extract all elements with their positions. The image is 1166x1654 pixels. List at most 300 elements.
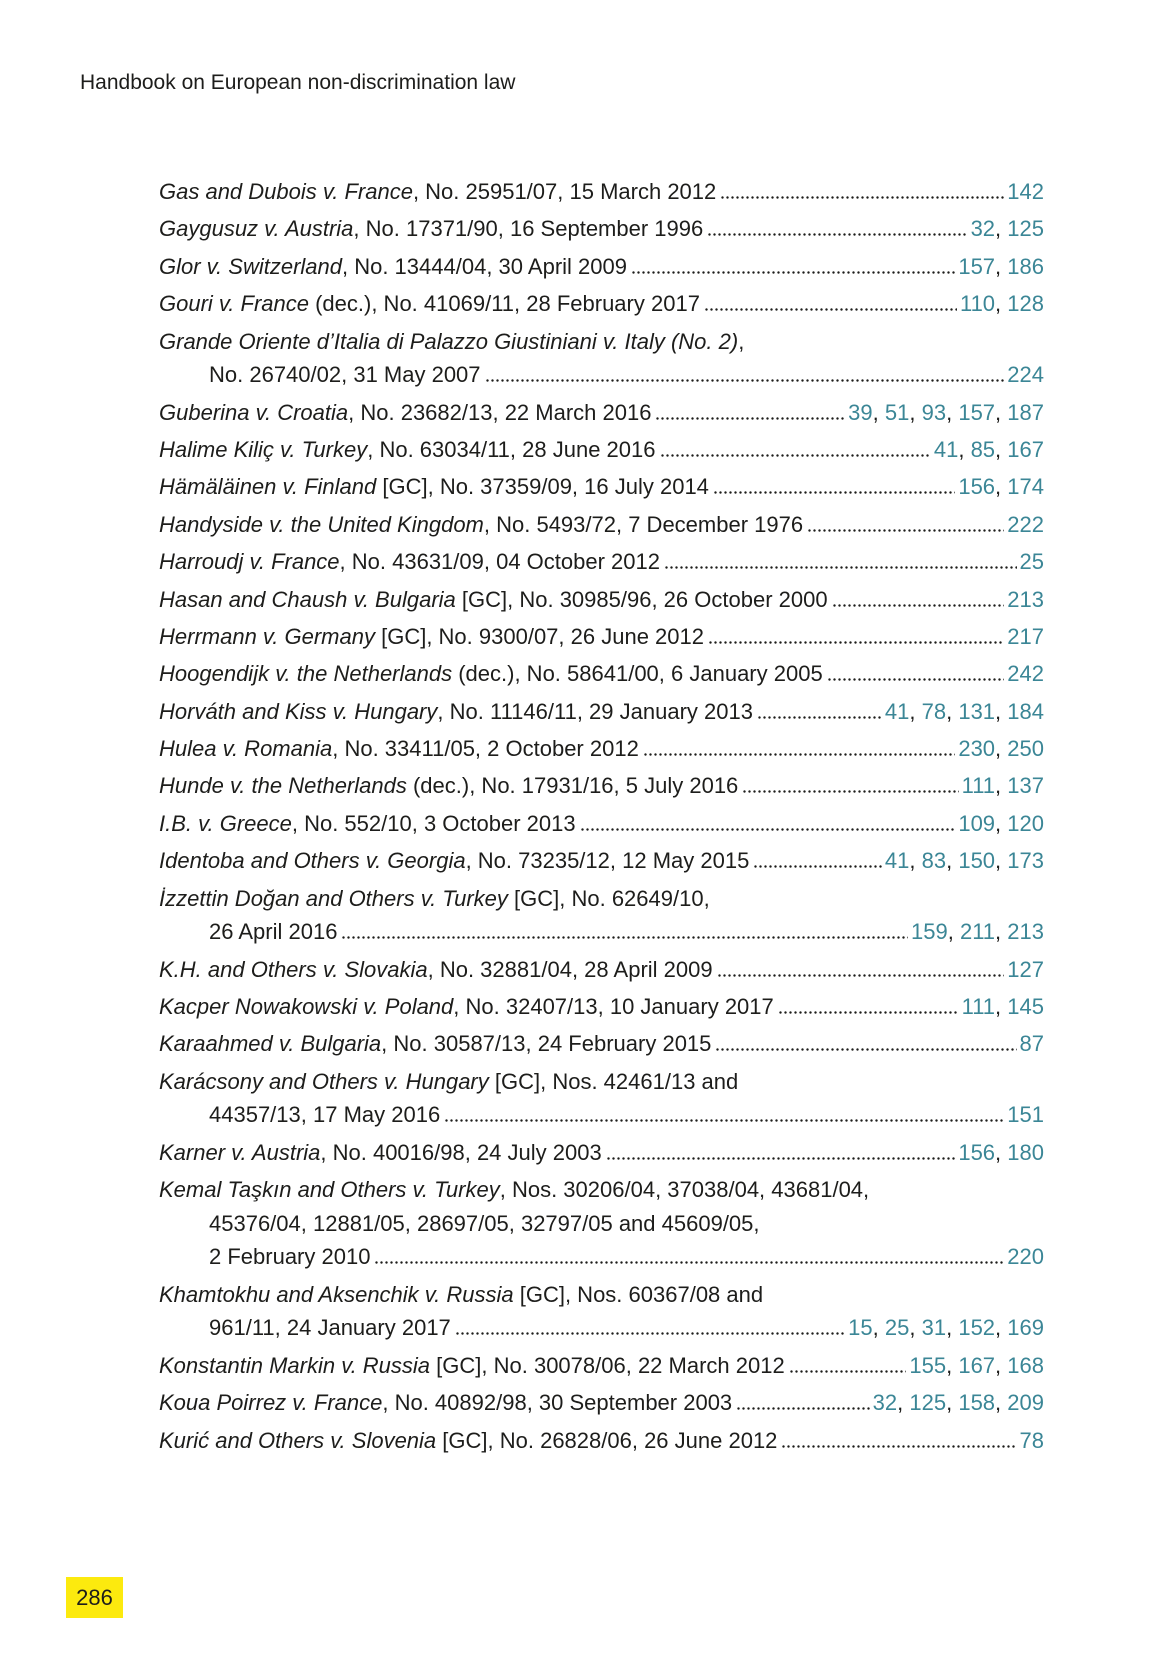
page-link[interactable]: 32 [970, 216, 996, 242]
entry-text [159, 1349, 785, 1383]
page-separator: , [909, 399, 922, 425]
page-references [1007, 620, 1044, 654]
page-link[interactable]: 152 [958, 1315, 996, 1341]
page-references [1020, 1424, 1044, 1458]
page-link[interactable]: 128 [1007, 291, 1044, 317]
case-name: I.B. v. Greece [159, 810, 292, 836]
entry-text [159, 396, 651, 430]
case-name: Kacper Nowakowski v. Poland [159, 994, 454, 1019]
dot-leader [708, 233, 967, 236]
page-link[interactable]: 85 [970, 436, 996, 462]
case-details-continued: 2 February 2010 [209, 1244, 371, 1270]
case-entry [159, 545, 1044, 579]
case-entry [159, 732, 1044, 766]
case-entry [159, 212, 1044, 246]
case-details: , No. 11146/11, 29 January 2013 [437, 698, 753, 724]
page-references [1007, 657, 1044, 691]
case-name: Halime Kiliç v. Turkey [159, 436, 368, 462]
page-link[interactable]: 157 [958, 253, 996, 279]
dot-leader [737, 1407, 869, 1410]
page-link[interactable]: 15 [848, 1315, 873, 1341]
entry-continuation-line [159, 1098, 1044, 1132]
page-link[interactable]: 25 [1019, 549, 1044, 575]
entry-line [159, 433, 1044, 467]
entry-text [209, 1098, 440, 1132]
case-name: K.H. and Others v. Slovakia [159, 956, 428, 982]
entry-text [159, 732, 639, 766]
dot-leader [445, 1119, 1004, 1122]
case-entry [159, 287, 1044, 321]
page-link[interactable]: 41 [933, 436, 959, 462]
entry-line [159, 508, 1044, 542]
entry-line [159, 1173, 1044, 1207]
entry-line [159, 583, 1044, 617]
case-details: [GC], Nos. 42461/13 and [488, 1068, 739, 1094]
dot-leader [808, 529, 1004, 532]
case-entry [159, 807, 1044, 841]
page-link[interactable]: 110 [959, 291, 996, 317]
entry-text [159, 1027, 711, 1061]
entry-continuation-line [159, 915, 1044, 949]
entry-text [159, 1173, 869, 1207]
page-link[interactable]: 120 [1007, 810, 1044, 836]
dot-leader [632, 271, 955, 274]
case-entry [159, 695, 1044, 729]
dot-leader [705, 308, 957, 311]
page-link[interactable]: 169 [1007, 1315, 1044, 1341]
case-name: Horváth and Kiss v. Hungary [159, 698, 438, 724]
case-entry [159, 844, 1044, 878]
case-details: [GC], Nos. 60367/08 and [513, 1281, 764, 1307]
page-link[interactable]: 150 [958, 848, 996, 874]
case-details: , No. 40892/98, 30 September 2003 [382, 1390, 733, 1416]
case-details: , No. 17371/90, 16 September 1996 [353, 216, 704, 242]
dot-leader [644, 753, 956, 756]
case-entry [159, 250, 1044, 284]
entry-text [159, 657, 823, 691]
page-link[interactable]: 242 [1007, 661, 1044, 687]
entry-text [159, 953, 713, 987]
case-name: Hulea v. Romania [159, 736, 333, 762]
page-link[interactable]: 159 [911, 919, 948, 945]
entry-line [159, 769, 1044, 803]
page-references [848, 396, 1044, 430]
entry-text [159, 508, 803, 542]
page-link[interactable]: 41 [884, 698, 910, 724]
page-link[interactable]: 209 [1007, 1390, 1044, 1416]
page-separator: , [995, 810, 1008, 836]
entry-text [159, 1136, 602, 1170]
case-entry [159, 1424, 1044, 1458]
page-link[interactable]: 184 [1007, 698, 1044, 724]
dot-leader [721, 196, 1004, 199]
case-details: , No. 25951/07, 15 March 2012 [412, 179, 717, 204]
page-link[interactable]: 167 [1007, 436, 1044, 462]
page-link[interactable]: 78 [921, 698, 947, 724]
page-separator: , [995, 773, 1008, 799]
page-link[interactable]: 142 [1007, 179, 1044, 204]
entry-text [159, 844, 749, 878]
case-details: , [738, 328, 745, 354]
page-link[interactable]: 111 [961, 994, 996, 1019]
case-name: Harroudj v. France [159, 549, 340, 575]
entry-continuation-line [159, 1311, 1044, 1345]
page-link[interactable]: 186 [1007, 253, 1044, 279]
page-separator: , [946, 1352, 959, 1378]
entry-text [159, 250, 627, 284]
case-details: , No. 32407/13, 10 January 2017 [453, 994, 774, 1019]
page-separator: , [995, 994, 1008, 1019]
case-name: Karácsony and Others v. Hungary [159, 1068, 489, 1094]
page-separator: , [946, 1390, 959, 1416]
page-link[interactable]: 173 [1007, 848, 1044, 874]
case-entry [159, 953, 1044, 987]
case-details: , No. 13444/04, 30 April 2009 [341, 253, 627, 279]
case-name: Identoba and Others v. Georgia [159, 848, 466, 874]
page-separator: , [995, 1315, 1008, 1341]
case-name: Hämäläinen v. Finland [159, 474, 377, 500]
page-link[interactable]: 157 [958, 399, 996, 425]
page-link[interactable]: 131 [958, 698, 996, 724]
page-references [962, 769, 1044, 803]
page-link[interactable]: 32 [872, 1390, 898, 1416]
dot-leader [714, 491, 955, 494]
page-references [958, 1136, 1044, 1170]
page-link[interactable]: 78 [1019, 1427, 1044, 1453]
entry-text [159, 695, 753, 729]
page-separator: , [995, 736, 1008, 762]
page-references [885, 695, 1044, 729]
case-details: , No. 63034/11, 28 June 2016 [367, 436, 656, 462]
entry-line [159, 1136, 1044, 1170]
page-link[interactable]: 39 [848, 399, 873, 425]
case-details: , No. 33411/05, 2 October 2012 [332, 736, 639, 762]
entry-text [159, 1278, 763, 1312]
case-details: [GC], No. 30078/06, 22 March 2012 [430, 1352, 785, 1378]
page-separator: , [946, 1315, 959, 1341]
page-references [909, 1349, 1044, 1383]
page-link[interactable]: 109 [958, 810, 996, 836]
page-separator: , [995, 848, 1008, 874]
case-details: , No. 23682/13, 22 March 2016 [348, 399, 652, 425]
case-details: [GC], No. 62649/10, [507, 885, 710, 911]
page-link[interactable]: 125 [909, 1390, 947, 1416]
entry-continuation-line [159, 1207, 1044, 1241]
dot-leader [779, 1011, 959, 1014]
entry-line [159, 250, 1044, 284]
page-references [1007, 953, 1044, 987]
case-entry [159, 620, 1044, 654]
page-separator: , [995, 253, 1008, 279]
page-separator: , [995, 1390, 1008, 1416]
entry-text [159, 807, 576, 841]
page-link[interactable]: 213 [1007, 919, 1044, 945]
case-details: [GC], No. 26828/06, 26 June 2012 [436, 1427, 778, 1453]
entry-line [159, 470, 1044, 504]
entry-continuation-line [159, 358, 1044, 392]
case-entry [159, 882, 1044, 949]
case-name: Gouri v. France [159, 291, 309, 317]
entry-text [159, 287, 700, 321]
dot-leader [342, 936, 908, 939]
page-link[interactable]: 156 [958, 1139, 996, 1165]
dot-leader [718, 974, 1005, 977]
page-link[interactable]: 158 [958, 1390, 996, 1416]
case-details: , No. 32881/04, 28 April 2009 [427, 956, 713, 982]
page-link[interactable]: 41 [884, 848, 910, 874]
case-details-continued: No. 26740/02, 31 May 2007 [209, 362, 481, 388]
page-link[interactable]: 127 [1007, 956, 1044, 982]
case-details: , No. 552/10, 3 October 2013 [291, 810, 576, 836]
running-header-title: Handbook on European non-discrimination law [80, 71, 516, 94]
dot-leader [607, 1157, 956, 1160]
page-separator: , [995, 216, 1008, 242]
case-name: Kurić and Others v. Slovenia [159, 1427, 437, 1453]
page-link[interactable]: 31 [921, 1315, 947, 1341]
case-name: Hasan and Chaush v. Bulgaria [159, 586, 456, 612]
page-references [960, 287, 1044, 321]
dot-leader [790, 1370, 907, 1373]
page-link[interactable]: 87 [1019, 1031, 1044, 1057]
entry-line [159, 175, 1044, 209]
case-details: (dec.), No. 41069/11, 28 February 2017 [308, 291, 700, 317]
entry-line [159, 1065, 1044, 1099]
case-name: Konstantin Markin v. Russia [159, 1352, 431, 1378]
page-separator: , [897, 1390, 910, 1416]
page-references [934, 433, 1044, 467]
page-references [911, 915, 1044, 949]
page-link[interactable]: 222 [1007, 511, 1044, 537]
page-link[interactable]: 137 [1007, 773, 1044, 799]
case-entry [159, 769, 1044, 803]
case-name: Koua Poirrez v. France [159, 1390, 383, 1416]
case-name: Khamtokhu and Aksenchik v. Russia [159, 1281, 514, 1307]
page-link[interactable]: 151 [1007, 1102, 1044, 1128]
case-entry [159, 1349, 1044, 1383]
page-separator: , [995, 698, 1008, 724]
entry-text [159, 1386, 732, 1420]
page-references [962, 990, 1044, 1024]
entry-line [159, 1386, 1044, 1420]
page-link[interactable]: 211 [959, 919, 996, 945]
page-link[interactable]: 168 [1007, 1352, 1044, 1378]
entry-text [159, 470, 709, 504]
page-references [1007, 508, 1044, 542]
case-entry [159, 175, 1044, 209]
case-details-continued: 961/11, 24 January 2017 [209, 1315, 451, 1341]
case-entry [159, 1027, 1044, 1061]
entry-text [209, 1311, 451, 1345]
page-references [1020, 545, 1044, 579]
entry-line [159, 1278, 1044, 1312]
entry-line [159, 695, 1044, 729]
case-entry [159, 1173, 1044, 1274]
dot-leader [661, 454, 931, 457]
case-entry [159, 1065, 1044, 1132]
page-separator: , [958, 436, 971, 462]
entry-line [159, 732, 1044, 766]
case-entry [159, 583, 1044, 617]
entry-line [159, 807, 1044, 841]
page-references [971, 212, 1044, 246]
page-separator: , [872, 1315, 885, 1341]
entry-text [159, 175, 716, 209]
page-references [958, 470, 1044, 504]
page-link[interactable]: 224 [1007, 362, 1044, 388]
entry-text [159, 325, 744, 359]
case-details: , No. 43631/09, 04 October 2012 [339, 549, 660, 575]
page-references [1007, 583, 1044, 617]
page-separator: , [995, 1139, 1008, 1165]
entry-text [209, 1207, 760, 1241]
entry-line [159, 882, 1044, 916]
dot-leader [709, 641, 1004, 644]
case-details: (dec.), No. 17931/16, 5 July 2016 [406, 773, 739, 799]
entry-text [159, 433, 656, 467]
dot-leader [833, 604, 1005, 607]
page-link[interactable]: 174 [1007, 474, 1044, 500]
page-link[interactable]: 145 [1007, 994, 1044, 1019]
page-link[interactable]: 230 [958, 736, 996, 762]
page-link[interactable]: 111 [961, 773, 996, 799]
entry-line [159, 1027, 1044, 1061]
case-details: , No. 30587/13, 24 February 2015 [381, 1031, 712, 1057]
page-number-badge [66, 1577, 123, 1618]
page-references [1007, 358, 1044, 392]
page-separator: , [946, 399, 959, 425]
page-link[interactable]: 83 [921, 848, 947, 874]
page-separator: , [946, 848, 959, 874]
case-name: Glor v. Switzerland [159, 253, 342, 279]
page-link[interactable]: 156 [958, 474, 996, 500]
case-details: , Nos. 30206/04, 37038/04, 43681/04, [499, 1177, 870, 1203]
case-details: (dec.), No. 58641/00, 6 January 2005 [452, 661, 823, 687]
dot-leader [375, 1261, 1004, 1264]
dot-leader [743, 790, 958, 793]
page-separator: , [909, 848, 922, 874]
page-link[interactable]: 167 [958, 1352, 996, 1378]
entry-line [159, 1349, 1044, 1383]
entry-line [159, 545, 1044, 579]
entry-text [209, 358, 481, 392]
page-separator: , [995, 291, 1008, 317]
dot-leader [656, 417, 845, 420]
case-name: Kemal Taşkın and Others v. Turkey [159, 1177, 500, 1203]
dot-leader [828, 678, 1005, 681]
case-entry [159, 1386, 1044, 1420]
entry-text [159, 1065, 738, 1099]
page-link[interactable]: 125 [1007, 216, 1044, 242]
case-details-continued: 26 April 2016 [209, 919, 338, 945]
entry-line [159, 1424, 1044, 1458]
page-references [848, 1311, 1044, 1345]
case-name: Herrmann v. Germany [159, 623, 375, 649]
page-references [1007, 1098, 1044, 1132]
entry-text [159, 882, 710, 916]
case-entry [159, 433, 1044, 467]
page-link[interactable]: 220 [1007, 1244, 1044, 1270]
page-references [958, 250, 1044, 284]
entry-text [159, 620, 704, 654]
page-number: 286 [76, 1585, 113, 1610]
entry-line [159, 620, 1044, 654]
page-link[interactable]: 217 [1007, 623, 1044, 649]
case-details: , No. 73235/12, 12 May 2015 [465, 848, 750, 874]
entry-text [159, 990, 774, 1024]
dot-leader [486, 379, 1005, 382]
dot-leader [754, 865, 882, 868]
case-details: [GC], No. 9300/07, 26 June 2012 [374, 623, 704, 649]
case-entry [159, 1278, 1044, 1345]
page-link[interactable]: 213 [1007, 586, 1044, 612]
page-separator: , [872, 399, 885, 425]
dot-leader [456, 1332, 845, 1335]
case-details: [GC], No. 37359/09, 16 July 2014 [376, 474, 709, 500]
case-entry [159, 1136, 1044, 1170]
case-name: Hoogendijk v. the Netherlands [159, 661, 453, 687]
entry-text [159, 583, 828, 617]
entry-line [159, 396, 1044, 430]
page-separator: , [995, 919, 1008, 945]
entry-text [159, 212, 703, 246]
case-details-continued: 45376/04, 12881/05, 28697/05, 32797/05 and 45609/05, [209, 1210, 760, 1236]
case-entry [159, 657, 1044, 691]
entry-line [159, 657, 1044, 691]
case-name: İzzettin Doğan and Others v. Turkey [159, 885, 508, 911]
page-separator: , [947, 919, 960, 945]
case-details-continued: 44357/13, 17 May 2016 [209, 1102, 441, 1128]
case-name: Hunde v. the Netherlands [159, 773, 407, 799]
page-link[interactable]: 93 [921, 399, 947, 425]
entry-line [159, 212, 1044, 246]
page-separator: , [995, 1352, 1008, 1378]
page-separator: , [995, 474, 1008, 500]
entry-line [159, 287, 1044, 321]
case-details: , No. 5493/72, 7 December 1976 [483, 511, 804, 537]
case-name: Karner v. Austria [159, 1139, 321, 1165]
entry-text [209, 1240, 370, 1274]
page-references [1007, 175, 1044, 209]
page-separator: , [995, 436, 1008, 462]
entry-text [209, 915, 337, 949]
page-link[interactable]: 155 [909, 1352, 947, 1378]
case-details: , No. 40016/98, 24 July 2003 [320, 1139, 602, 1165]
case-name: Karaahmed v. Bulgaria [159, 1031, 382, 1057]
page-link[interactable]: 51 [884, 399, 910, 425]
case-entry [159, 990, 1044, 1024]
page-link[interactable]: 25 [884, 1315, 910, 1341]
page-link[interactable]: 180 [1007, 1139, 1044, 1165]
case-name: Gaygusuz v. Austria [159, 216, 354, 242]
dot-leader [716, 1048, 1016, 1051]
page-link[interactable]: 187 [1007, 399, 1044, 425]
case-details: [GC], No. 30985/96, 26 October 2000 [455, 586, 828, 612]
dot-leader [782, 1445, 1016, 1448]
page-link[interactable]: 250 [1007, 736, 1044, 762]
entry-line [159, 990, 1044, 1024]
entry-line [159, 953, 1044, 987]
case-name: Gas and Dubois v. France [159, 179, 413, 204]
entry-line [159, 844, 1044, 878]
case-name: Grande Oriente d’Italia di Palazzo Giustiniani v. Italy (No. 2) [159, 328, 739, 354]
page-references [873, 1386, 1044, 1420]
page-separator: , [909, 1315, 922, 1341]
page-references [958, 807, 1044, 841]
case-entry [159, 470, 1044, 504]
page-references [1020, 1027, 1044, 1061]
dot-leader [581, 828, 956, 831]
case-entry [159, 396, 1044, 430]
